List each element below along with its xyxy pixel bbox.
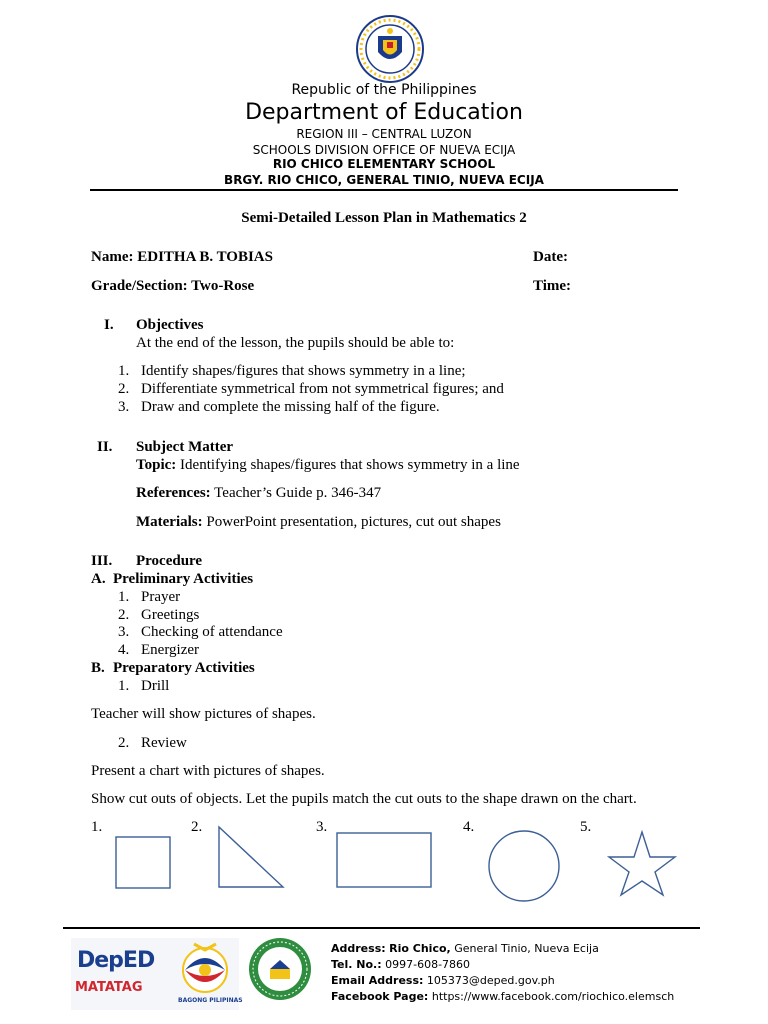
procedure-heading: Procedure	[136, 553, 203, 569]
materials-label: Materials:	[136, 514, 203, 530]
circle-shape	[489, 831, 559, 901]
objective-item: Draw and complete the missing half of the figure.	[141, 399, 440, 415]
preparatory-number: 2.	[118, 735, 130, 751]
review-instruction: Show cut outs of objects. Let the pupils match the cut outs to the shape drawn on the chart.	[91, 791, 637, 807]
tel-value: 0997-608-7860	[385, 958, 471, 971]
preliminary-number: 2.	[118, 607, 130, 623]
address-bold: Rio Chico,	[389, 942, 451, 955]
shape-number: 5.	[580, 819, 592, 835]
subject-heading: Subject Matter	[136, 439, 234, 455]
preliminary-number: 4.	[118, 642, 130, 658]
right-triangle-shape	[219, 827, 283, 887]
objective-number: 3.	[118, 399, 130, 415]
shape-number: 2.	[191, 819, 203, 835]
references-value: Teacher’s Guide p. 346-347	[214, 485, 382, 501]
shapes-illustration	[0, 815, 768, 905]
footer-facebook	[331, 990, 674, 1003]
objective-number: 1.	[118, 363, 130, 379]
preparatory-number: 1.	[118, 678, 130, 694]
date-label: Date:	[533, 249, 568, 265]
preparatory-item: Review	[141, 735, 187, 751]
rectangle-shape	[337, 833, 431, 887]
address-value: General Tinio, Nueva Ecija	[454, 942, 599, 955]
star-shape	[609, 832, 675, 895]
topic-label: Topic:	[136, 457, 177, 473]
shape-number: 1.	[91, 819, 103, 835]
objective-item: Differentiate symmetrical from not symmetrical figures; and	[141, 381, 504, 397]
republic-text: Republic of the Philippines	[291, 82, 477, 98]
materials-line	[136, 514, 501, 531]
matatag-logo: MATATAG	[75, 980, 143, 995]
preliminary-number: 1.	[118, 589, 130, 605]
preliminary-heading: Preliminary Activities	[113, 571, 254, 587]
subject-number: II.	[97, 439, 113, 455]
square-shape	[116, 837, 170, 888]
bagong-pilipinas-text: BAGONG PILIPINAS	[178, 997, 243, 1004]
footer-address	[331, 942, 599, 955]
objective-number: 2.	[118, 381, 130, 397]
preliminary-label: A.	[91, 571, 106, 587]
region-text: REGION III – CENTRAL LUZON	[296, 127, 472, 141]
email-value[interactable]: 105373@deped.gov.ph	[426, 974, 555, 987]
references-label: References:	[136, 485, 211, 501]
review-description: Present a chart with pictures of shapes.	[91, 763, 325, 779]
materials-value: PowerPoint presentation, pictures, cut out shapes	[206, 514, 501, 530]
objectives-intro: At the end of the lesson, the pupils should be able to:	[136, 335, 455, 351]
objectives-number: I.	[104, 317, 114, 333]
time-label: Time:	[533, 278, 572, 294]
topic-line	[136, 457, 520, 474]
bagong-pilipinas-logo	[172, 940, 238, 998]
preliminary-number: 3.	[118, 624, 130, 640]
facebook-label: Facebook Page:	[331, 990, 429, 1003]
objective-item: Identify shapes/figures that shows symmetry in a line;	[141, 363, 466, 379]
teacher-name: Name: EDITHA B. TOBIAS	[91, 249, 273, 265]
deped-logo: DepED	[77, 948, 155, 973]
footer-email	[331, 974, 555, 987]
preliminary-item: Prayer	[141, 589, 181, 605]
department-title: Department of Education	[245, 100, 523, 125]
preparatory-label: B.	[91, 660, 105, 676]
objectives-heading: Objectives	[136, 317, 204, 333]
header-divider	[90, 189, 678, 191]
procedure-number: III.	[91, 553, 113, 569]
school-seal-logo	[247, 936, 313, 1002]
preparatory-item: Drill	[141, 678, 170, 694]
facebook-link[interactable]: https://www.facebook.com/riochico.elemsch	[431, 990, 675, 1003]
preliminary-item: Checking of attendance	[141, 624, 283, 640]
division-text: SCHOOLS DIVISION OFFICE OF NUEVA ECIJA	[252, 143, 516, 157]
deped-seal-logo	[350, 14, 430, 84]
topic-value: Identifying shapes/figures that shows symmetry in a line	[180, 457, 520, 473]
address-label: Address:	[331, 942, 386, 955]
shape-number: 4.	[463, 819, 475, 835]
footer-divider	[63, 927, 700, 929]
email-label: Email Address:	[331, 974, 424, 987]
tel-label: Tel. No.:	[331, 958, 382, 971]
drill-description: Teacher will show pictures of shapes.	[91, 706, 316, 722]
preliminary-item: Greetings	[141, 607, 200, 623]
shape-number: 3.	[316, 819, 328, 835]
school-name: RIO CHICO ELEMENTARY SCHOOL	[272, 157, 496, 171]
footer-tel	[331, 958, 470, 971]
document-title: Semi-Detailed Lesson Plan in Mathematics 2	[241, 210, 527, 226]
school-address: BRGY. RIO CHICO, GENERAL TINIO, NUEVA ECIJA	[224, 173, 544, 187]
grade-section: Grade/Section: Two-Rose	[91, 278, 255, 294]
preparatory-heading: Preparatory Activities	[113, 660, 255, 676]
references-line	[136, 485, 381, 502]
preliminary-item: Energizer	[141, 642, 200, 658]
